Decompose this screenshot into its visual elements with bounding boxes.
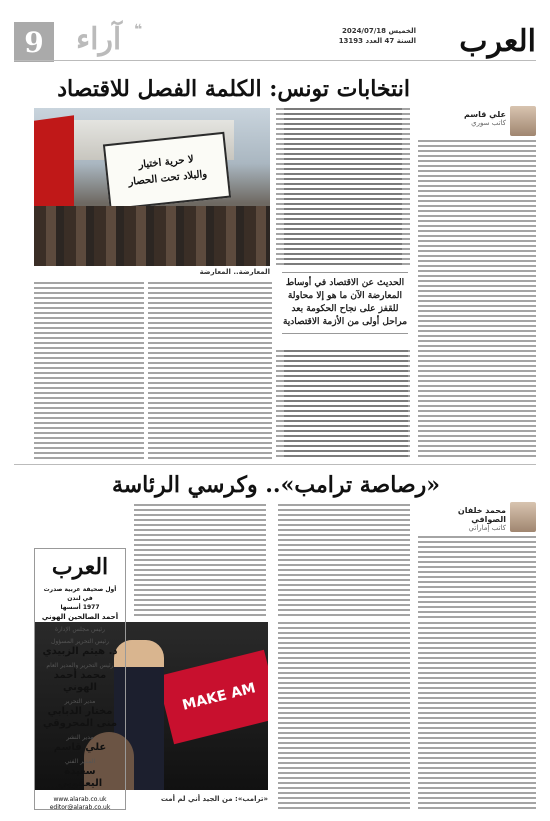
sign-line-1: لا حرية اختيار <box>138 154 195 171</box>
quote-icon: ❝ <box>134 22 143 38</box>
article1-column-4 <box>148 282 272 460</box>
author1-name: علي قاسم <box>464 110 506 119</box>
website-link[interactable]: www.alarab.co.uk <box>53 796 107 803</box>
author1-role: كاتب سوري <box>471 119 506 127</box>
newspaper-logo: العرب <box>459 24 536 59</box>
protest-sign <box>103 132 231 210</box>
author2-role: كاتب إماراتي <box>468 524 506 532</box>
article2-column-2 <box>278 504 410 618</box>
flag <box>34 115 74 221</box>
author2-byline <box>426 506 506 533</box>
article1-column-3 <box>276 108 402 268</box>
crowd <box>34 206 270 266</box>
editor-name: محمد أحمد الهوني <box>53 670 107 693</box>
article2-column-1 <box>418 536 536 618</box>
staff-credits-box: العرب أول صحيفة عربية صدرت في لندن 1977 أسسها أحمد الصالحين الهوني رئيس مجلس الإدارة رئيس التحرير المسؤول د. هيثم الزبيدي رئيس التحرير والمدير العام محمد أحمد الهوني مدير التحرير مختار الدبابي منى المحروقي مدير النشر علي قاسم المدير الفني سعيدة اليعقوبي www.alarab.co.uk editor@alarab.co.uk <box>34 548 126 810</box>
author2-name: محمد خلفان الصوافي <box>457 506 506 524</box>
section-title: آراء <box>76 22 122 57</box>
email-link[interactable]: editor@alarab.co.uk <box>49 804 111 811</box>
article1-pull-quote: الحديث عن الاقتصاد في أوساط المعارضة الآن ما هو إلا محاولة للقفز على نجاح الحكومة بعد مراحل أولى من الأزمة الاقتصادية <box>282 272 408 334</box>
author1-avatar <box>510 106 536 136</box>
masthead <box>14 14 536 72</box>
chair-name: د. هيثم الزبيدي <box>42 646 118 657</box>
article2-headline: «رصاصة ترامب».. وكرسي الرئاسة <box>111 472 440 498</box>
section-divider <box>14 464 536 465</box>
author1-byline <box>436 110 506 128</box>
article1-photo-caption: المعارضة.. المعارضة <box>199 268 270 276</box>
issue-line: السنة 47 العدد 13193 <box>338 37 416 45</box>
article2-column-5 <box>278 622 410 812</box>
article1-photo <box>34 108 270 266</box>
article1-column-5 <box>34 282 144 460</box>
issue-meta <box>339 26 416 46</box>
article2-photo-caption: «ترامب»: من الجيد أني لم أمت <box>160 795 268 803</box>
campaign-banner: MAKE AM <box>157 650 268 745</box>
article1-column-3b <box>276 350 408 460</box>
header-divider <box>14 60 536 61</box>
date-line: الخميس 2024/07/18 <box>341 27 416 35</box>
sign-line-2: والبلاد تحت الحصار <box>127 168 208 189</box>
article2-column-4 <box>418 622 536 812</box>
author2-avatar <box>510 502 536 532</box>
article1-column-1 <box>418 140 536 460</box>
page-number: 9 <box>14 22 54 62</box>
article1-headline: انتخابات تونس: الكلمة الفصل للاقتصاد <box>57 76 410 102</box>
credits-logo: العرب <box>51 554 109 580</box>
article2-column-3 <box>134 504 266 618</box>
